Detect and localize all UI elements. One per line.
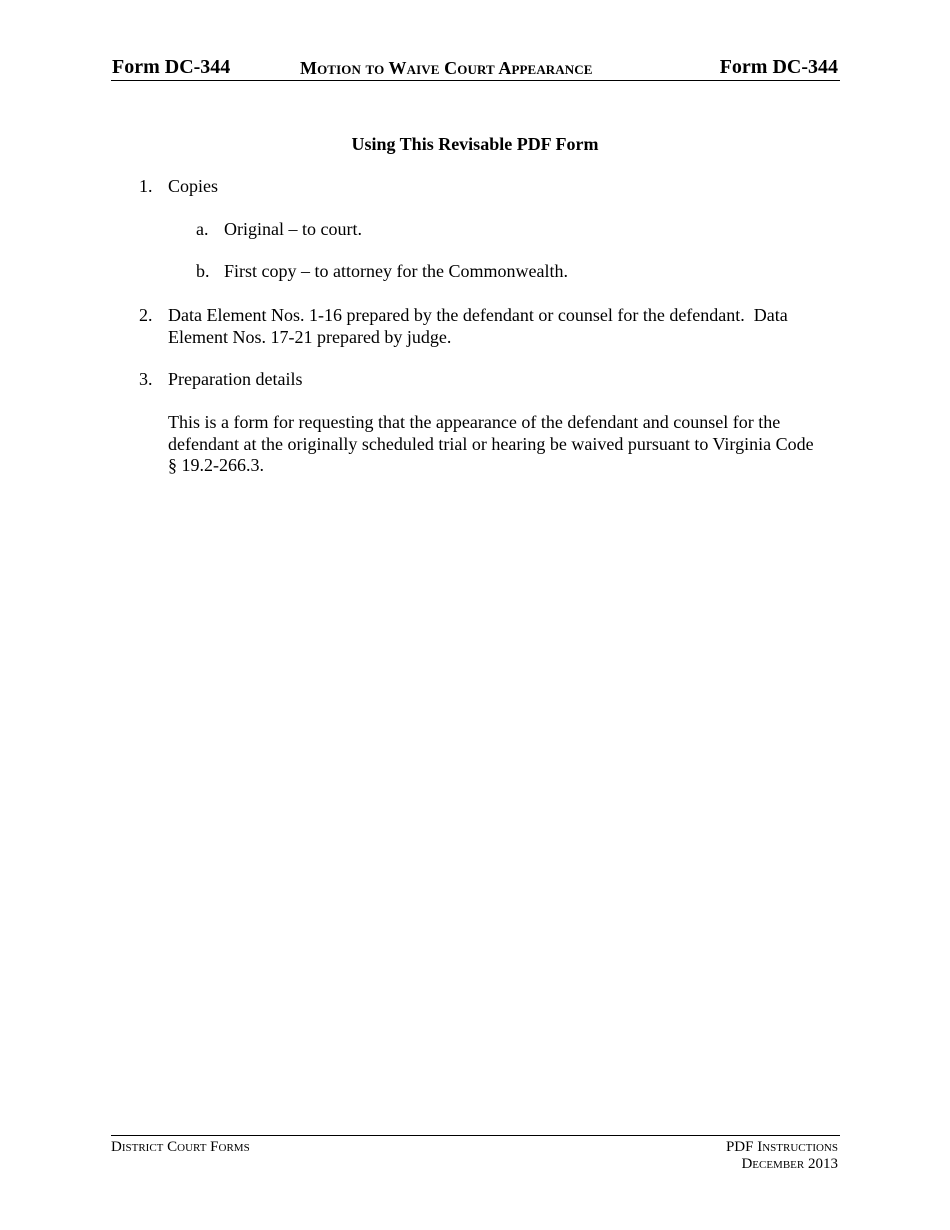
list-item-text-line-2: Element Nos. 17-21 prepared by judge. (168, 326, 452, 347)
form-title: Motion to Waive Court Appearance (300, 58, 593, 78)
list-item-text: Preparation details (168, 369, 303, 389)
form-number-left: Form DC-344 (112, 56, 231, 78)
paragraph-line-3: § 19.2-266.3. (168, 455, 264, 475)
list-item-text-line-1: Data Element Nos. 1-16 prepared by the defendant or counsel for the defendant. Data (168, 305, 788, 325)
page-header (111, 56, 840, 81)
list-item-preparation-details (0, 369, 950, 391)
footer-right-block (726, 1139, 838, 1173)
section-heading: Using This Revisable PDF Form (351, 134, 599, 154)
footer-right-line-2: December 2013 (741, 1156, 838, 1172)
preparation-paragraph (0, 412, 950, 478)
list-item-data-elements (0, 305, 950, 349)
page-footer (111, 1135, 840, 1172)
sub-item-letter: b. (196, 261, 210, 281)
sub-item-original (0, 219, 950, 241)
list-item-number: 1. (139, 176, 153, 196)
paragraph-line-1: This is a form for requesting that the appearance of the defendant and counsel for the (168, 412, 781, 432)
list-item-number: 3. (139, 369, 153, 389)
sub-item-text: Original – to court. (224, 219, 362, 239)
sub-item-first-copy (0, 261, 950, 283)
form-number-right: Form DC-344 (719, 56, 838, 78)
footer-left-text: District Court Forms (111, 1139, 250, 1155)
list-item-copies (0, 176, 950, 198)
sub-item-letter: a. (196, 219, 209, 239)
paragraph-line-2: defendant at the originally scheduled trial or hearing be waived pursuant to Virginia Code (168, 433, 814, 454)
list-item-text: Copies (168, 176, 219, 196)
list-item-number: 2. (139, 305, 153, 325)
sub-item-text: First copy – to attorney for the Commonwealth. (224, 261, 568, 281)
footer-right-line-1: PDF Instructions (725, 1139, 838, 1155)
